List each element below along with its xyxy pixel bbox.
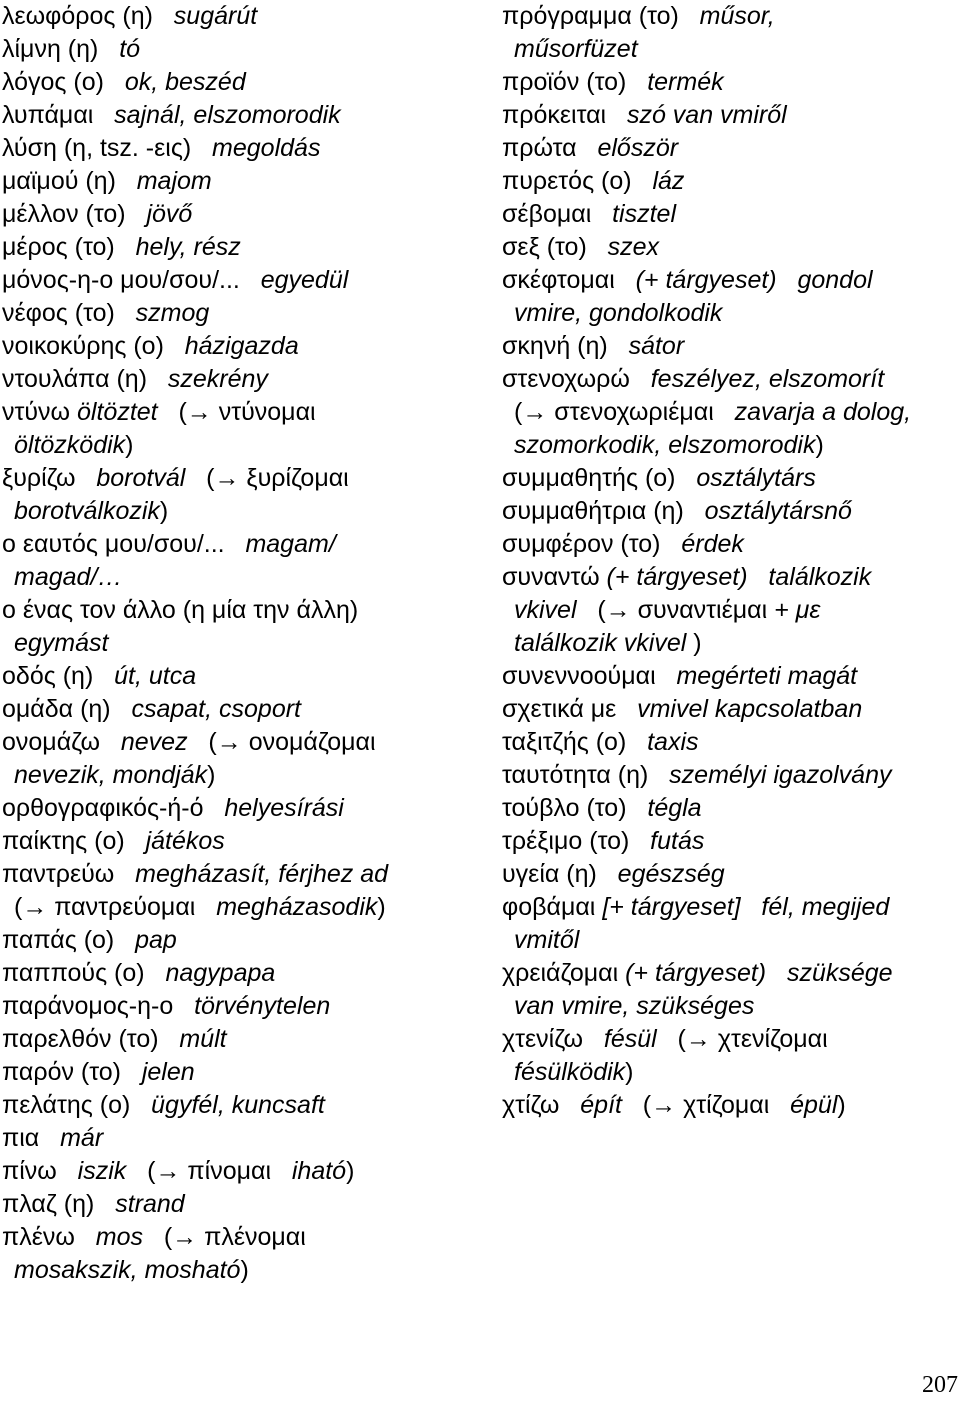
hungarian-gloss: (+ tárgyeset) gondol [635,266,873,294]
entry-line [2,1023,480,1056]
greek-headword: λυπάμαι [2,101,115,129]
entry-line [502,66,958,99]
hungarian-gloss: épít [580,1091,622,1119]
greek-headword: λόγος (ο) [2,68,125,96]
entry-continuation-line [502,429,958,462]
entry-line [502,957,958,990]
greek-headword: στενοχωρώ [502,365,651,393]
entry-line [502,462,958,495]
entry-line [502,165,958,198]
hungarian-gloss: iszik [77,1157,127,1185]
entry-line [2,924,480,957]
greek-headword: ομάδα (η) [2,695,132,723]
entry-line [502,231,958,264]
entry-line [502,495,958,528]
greek-headword: λεωφόρος (η) [2,2,174,30]
hungarian-gloss: [+ tárgyeset] fél, megijed [602,893,890,921]
hungarian-gloss: megérteti magát [676,662,858,690]
greek-headword: σκέφτομαι [502,266,636,294]
entry-line [502,858,958,891]
hungarian-gloss: megoldás [212,134,321,162]
hungarian-gloss: tégla [647,794,702,822]
hungarian-gloss: van vmire, szükséges [514,992,755,1020]
entry-line [2,330,480,363]
hungarian-gloss: nevezik, mondják [14,761,208,789]
hungarian-gloss: ügyfél, kuncsaft [151,1091,325,1119]
entry-continuation-line [502,627,958,660]
hungarian-gloss: személyi igazolvány [669,761,892,789]
greek-headword: μέρος (το) [2,233,136,261]
hungarian-gloss: termék [647,68,724,96]
entry-line [502,825,958,858]
hungarian-gloss: érdek [681,530,744,558]
entry-continuation-line [2,627,480,660]
greek-headword: πρόγραμμα (το) [502,2,700,30]
entry-line [2,132,480,165]
greek-headword: χρειάζομαι [502,959,626,987]
hungarian-gloss: helyesírási [224,794,344,822]
hungarian-gloss: találkozik vkivel [514,629,687,657]
entry-continuation-line [502,924,958,957]
entry-line [502,759,958,792]
hungarian-gloss: láz [652,167,685,195]
entry-line [502,561,958,594]
entry-line [2,1056,480,1089]
entry-line [2,858,480,891]
entry-line [502,528,958,561]
hungarian-gloss: sátor [628,332,685,360]
entry-line [502,693,958,726]
greek-headword: συμμαθήτρια (η) [502,497,705,525]
entry-continuation-line [502,990,958,1023]
hungarian-gloss: vmitől [514,926,580,954]
entry-continuation-line [502,33,958,66]
hungarian-gloss: zavarja a dolog, [734,398,912,426]
greek-headword: (→ στενοχωριέμαι [514,398,735,426]
entry-line [2,363,480,396]
greek-headword: χτενίζω [502,1025,604,1053]
entry-line [502,1089,958,1122]
greek-headword: συνεννοούμαι [502,662,677,690]
greek-headword: (→ ονομάζομαι [187,728,376,756]
hungarian-gloss: mosakszik, mosható [14,1256,241,1284]
greek-headword: παπάς (ο) [2,926,136,954]
greek-headword: (→ χτίζομαι [621,1091,791,1119]
entry-line [502,330,958,363]
hungarian-gloss: játékos [145,827,225,855]
entry-line [2,297,480,330]
hungarian-gloss: vmire, gondolkodik [514,299,723,327]
hungarian-gloss: tó [119,35,141,63]
entry-line [2,660,480,693]
greek-headword: ντύνω [2,398,78,426]
greek-headword: μαϊμού (η) [2,167,137,195]
hungarian-gloss: taxis [647,728,699,756]
greek-headword: ονομάζω [2,728,121,756]
entry-line [2,957,480,990]
hungarian-gloss: szmog [135,299,210,327]
hungarian-gloss: jelen [141,1058,195,1086]
greek-headword: μέλλον (το) [2,200,147,228]
entry-line [2,1155,480,1188]
greek-headword: ) [625,1058,634,1086]
greek-headword: (→ πίνομαι [126,1157,292,1185]
greek-headword: ) [207,761,216,789]
greek-headword: προϊόν (το) [502,68,648,96]
entry-continuation-line [2,495,480,528]
greek-headword: υγεία (η) [502,860,618,888]
hungarian-gloss: magad/… [14,563,123,591]
greek-headword: ντουλάπα (η) [2,365,168,393]
entry-line [502,264,958,297]
entry-line [502,891,958,924]
greek-headword: συναντώ [502,563,607,591]
entry-line [2,462,480,495]
hungarian-gloss: borotvál [96,464,186,492]
greek-headword: φοβάμαι [502,893,603,921]
entry-continuation-line [2,891,480,924]
entry-line [2,1089,480,1122]
entry-line [2,1221,480,1254]
hungarian-gloss: magam/ [245,530,336,558]
hungarian-gloss: szex [607,233,660,261]
hungarian-gloss: épül [790,1091,838,1119]
entry-continuation-line [502,1056,958,1089]
hungarian-gloss: fésülködik [514,1058,626,1086]
entry-line [2,99,480,132]
hungarian-gloss: először [597,134,679,162]
greek-headword: οδός (η) [2,662,115,690]
entry-line [2,231,480,264]
greek-headword: μόνος-η-ο μου/σου/... [2,266,261,294]
entry-line [2,198,480,231]
hungarian-gloss: pap [135,926,177,954]
hungarian-gloss: egyedül [260,266,349,294]
entry-line [2,825,480,858]
hungarian-gloss: ok, beszéd [124,68,246,96]
hungarian-gloss: szó van vmiről [626,101,787,129]
greek-headword: σεξ (το) [502,233,608,261]
hungarian-gloss: + με [774,596,821,624]
greek-headword: (→ παντρεύομαι [14,893,217,921]
greek-headword: πλαζ (η) [2,1190,116,1218]
greek-headword: παίκτης (ο) [2,827,146,855]
hungarian-gloss: iható [291,1157,347,1185]
right-column [502,0,958,1122]
greek-headword: πια [2,1124,61,1152]
greek-headword: (→ χτενίζομαι [656,1025,828,1053]
hungarian-gloss: út, utca [114,662,197,690]
greek-headword: συμφέρον (το) [502,530,682,558]
entry-continuation-line [2,429,480,462]
entry-line [502,99,958,132]
hungarian-gloss: hely, rész [135,233,241,261]
hungarian-gloss: házigazda [184,332,299,360]
greek-headword: πίνω [2,1157,78,1185]
entry-continuation-line [2,759,480,792]
entry-continuation-line [502,594,958,627]
greek-headword: ) [346,1157,355,1185]
hungarian-gloss: majom [136,167,212,195]
entry-continuation-line [502,396,958,429]
greek-headword: παρελθόν (το) [2,1025,180,1053]
hungarian-gloss: egymást [14,629,109,657]
entry-line [502,132,958,165]
entry-line [2,264,480,297]
hungarian-gloss: (+ tárgyeset) találkozik [606,563,872,591]
entry-line [502,1023,958,1056]
greek-headword: ταυτότητα (η) [502,761,670,789]
hungarian-gloss: tisztel [612,200,677,228]
entry-line [2,693,480,726]
greek-headword: ο ένας τον άλλο (η μία την άλλη) [2,596,359,624]
entry-line [502,792,958,825]
greek-headword: ) [686,629,702,657]
greek-headword: τούβλο (το) [502,794,648,822]
entry-line [2,66,480,99]
hungarian-gloss: feszélyez, elszomorít [650,365,885,393]
hungarian-gloss: borotválkozik [14,497,160,525]
hungarian-gloss: nevez [120,728,188,756]
entry-line [2,990,480,1023]
hungarian-gloss: osztálytársnő [704,497,852,525]
greek-headword: λίμνη (η) [2,35,120,63]
entry-continuation-line [2,1254,480,1287]
greek-headword: ταξιτζής (ο) [502,728,648,756]
hungarian-gloss: műsor, [699,2,775,30]
greek-headword: ) [240,1256,249,1284]
greek-headword: ) [377,893,386,921]
greek-headword: ) [125,431,134,459]
entry-continuation-line [502,297,958,330]
hungarian-gloss: sugárút [173,2,258,30]
greek-headword: τρέξιμο (το) [502,827,651,855]
entry-line [502,660,958,693]
greek-headword: πρώτα [502,134,598,162]
greek-headword: σέβομαι [502,200,613,228]
greek-headword: νέφος (το) [2,299,136,327]
greek-headword: ) [837,1091,846,1119]
entry-line [2,792,480,825]
hungarian-gloss: egészség [617,860,725,888]
greek-headword: πελάτης (ο) [2,1091,152,1119]
greek-headword: ) [159,497,169,525]
hungarian-gloss: (+ tárgyeset) szüksége [625,959,893,987]
entry-line [2,1188,480,1221]
entry-line [2,0,480,33]
hungarian-gloss: múlt [179,1025,227,1053]
entry-line [502,0,958,33]
hungarian-gloss: megházasít, férjhez ad [135,860,389,888]
greek-headword: λύση (η, tsz. -εις) [2,134,213,162]
hungarian-gloss: csapat, csoport [131,695,301,723]
entry-line [2,165,480,198]
greek-headword: ο εαυτός μου/σου/... [2,530,246,558]
hungarian-gloss: már [60,1124,104,1152]
hungarian-gloss: öltözködik [14,431,126,459]
greek-headword: παππούς (ο) [2,959,166,987]
greek-headword: ορθογραφικός-ή-ό [2,794,225,822]
greek-headword: ) [815,431,824,459]
hungarian-gloss: öltöztet [77,398,158,426]
greek-headword: χτίζω [502,1091,581,1119]
entry-line [2,528,480,561]
hungarian-gloss: műsorfüzet [514,35,638,63]
greek-headword: (→ ξυρίζομαι [185,464,349,492]
greek-headword: ξυρίζω [2,464,97,492]
greek-headword: παντρεύω [2,860,136,888]
entry-line [2,33,480,66]
hungarian-gloss: osztálytárs [696,464,816,492]
hungarian-gloss: jövő [146,200,193,228]
entry-line [2,1122,480,1155]
hungarian-gloss: mos [95,1223,143,1251]
entry-line [2,594,480,627]
greek-headword: σκηνή (η) [502,332,629,360]
greek-headword: πλένω [2,1223,96,1251]
hungarian-gloss: sajnál, elszomorodik [114,101,341,129]
greek-headword: παρόν (το) [2,1058,142,1086]
hungarian-gloss: strand [115,1190,185,1218]
hungarian-gloss: szomorkodik, elszomorodik [514,431,816,459]
greek-headword: παράνομος-η-ο [2,992,195,1020]
entry-continuation-line [2,561,480,594]
greek-headword: σχετικά με [502,695,638,723]
greek-headword: (→ συναντιέμαι [576,596,775,624]
hungarian-gloss: vmivel kapcsolatban [637,695,863,723]
greek-headword: πυρετός (ο) [502,167,653,195]
hungarian-gloss: törvénytelen [194,992,331,1020]
entry-line [502,198,958,231]
left-column [2,0,480,1287]
hungarian-gloss: szekrény [167,365,268,393]
greek-headword: συμμαθητής (ο) [502,464,697,492]
entry-line [502,363,958,396]
hungarian-gloss: futás [650,827,705,855]
greek-headword: νοικοκύρης (ο) [2,332,185,360]
greek-headword: πρόκειται [502,101,627,129]
entry-line [2,726,480,759]
hungarian-gloss: fésül [603,1025,657,1053]
greek-headword: (→ ντύνομαι [157,398,316,426]
page-number: 207 [922,1372,958,1398]
hungarian-gloss: vkivel [514,596,577,624]
hungarian-gloss: nagypapa [165,959,276,987]
entry-line [502,726,958,759]
hungarian-gloss: megházasodik [216,893,378,921]
greek-headword: (→ πλένομαι [142,1223,306,1251]
entry-line [2,396,480,429]
